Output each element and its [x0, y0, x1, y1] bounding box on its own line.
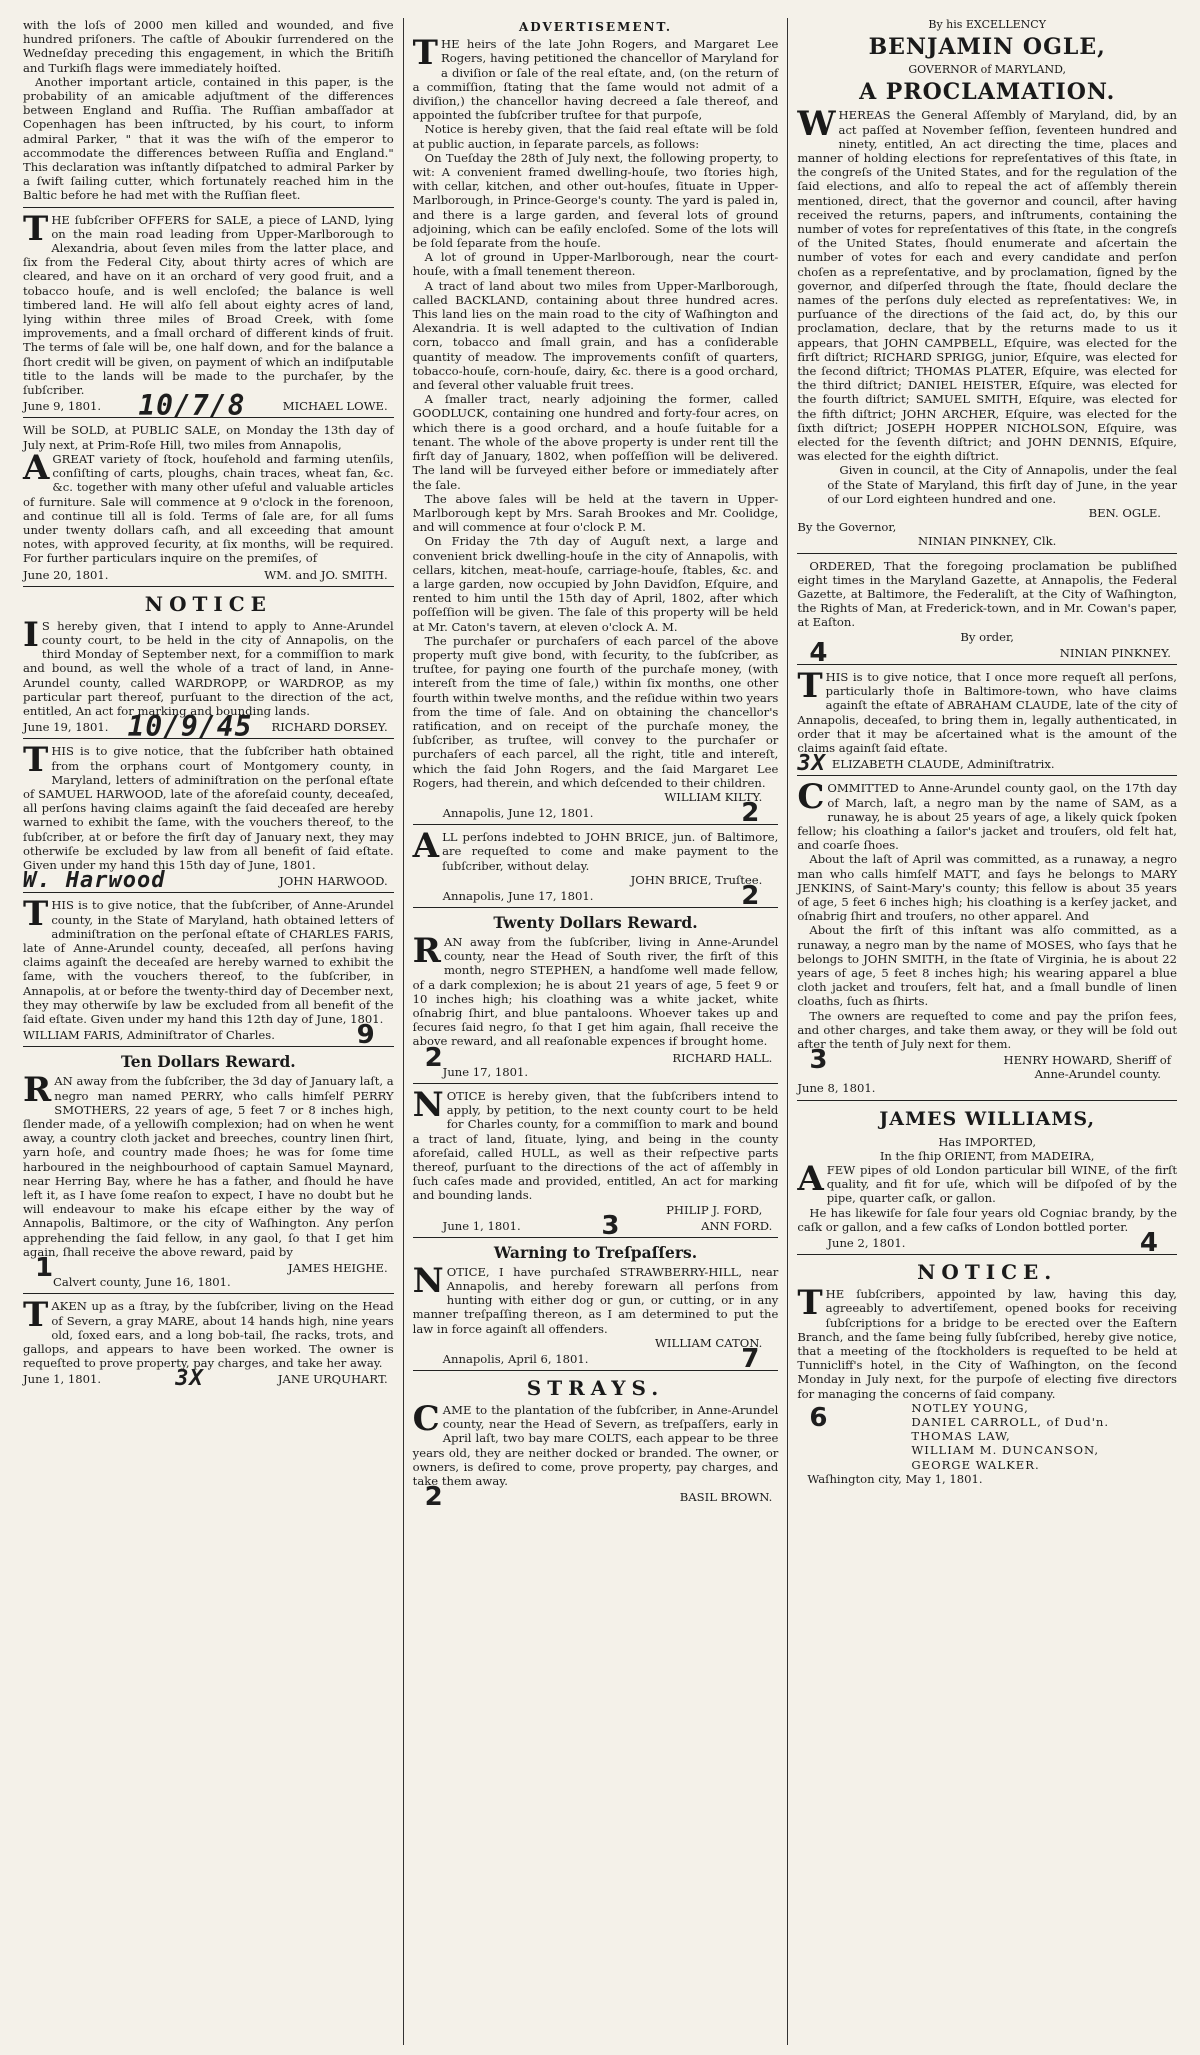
williams-heading: JAMES WILLIAMS,	[879, 1107, 1096, 1130]
handwritten-mark: 2	[741, 880, 761, 911]
committed-text-2: About the laſt of April was committed, as a runaway, a negro man who calls himſelf MATT, and ſays he belongs to MARY JENKINS, of Saint-Mary's county; this fellow is about 35 years of age, 5 feet 6 inches high; his cloathing is a kerſey jacket, and oſnabrig ſhirt and trouſers, no other apparel. And	[797, 852, 1177, 924]
reward-text: RAN away from the ſubſcriber, the 3d day of January laſt, a negro man named PERRY, who calls himſelf PERRY SMOTHERS, 22 years of age, 5 feet 7 or 8 inches high, ſlender made, of a yellowiſh complexion; had on when he went away, a country cloth jacket and breeches, country linen ſhirt, yarn hoſe, and country made ſhoes; he was for ſome time harboured in the neighbourhood of captain Samuel Maynard, near Herring Bay, where he has a father, and ſhould he have left it, as I have ſome reaſon to expect, I have no doubt but he will endeavour to make his eſcape either by the way of Annapolis, Baltimore, or the city of Waſhington. Any perſon apprehending the ſaid fellow, in any gaol, ſo that I get him again, ſhall receive the above reward, paid by	[23, 1070, 394, 1259]
handwritten-mark: 10/9/45	[127, 710, 253, 744]
handwritten-mark: 3	[601, 1210, 621, 1241]
harwood-notice	[23, 740, 394, 894]
warning-signer: WILLIAM CATON.	[655, 1335, 763, 1350]
dorsey-notice-text: IS hereby given, that I intend to apply to Anne-Arundel county court, to be held in the city of Annapolis, on the third Monday of September next, for a commiſſion to mark and bound, as well the whole of a tract of land, in Anne-Arundel county, called WARDROPP, or WARDROP, as my particular part thereof, purſuant to the direction of the act, entitled, An act for marking and bounding lands.	[23, 614, 394, 718]
strays-ad	[412, 1376, 779, 1513]
dorsey-notice	[23, 591, 394, 744]
adv-text-7: The above ſales will be held at the tavern in Upper-Marlborough kept by Mrs. Sarah Brookes and Mr. Coolidge, and will commence at four o'clock P. M.	[412, 491, 779, 535]
williams-footer	[797, 1228, 1177, 1259]
proclamation-text: WHEREAS the General Aſſembly of Maryland, did, by an act paſſed at November ſeſſion, ſeventeen hundred and ninety, entitled, An act directing the time, places and manner of holding elections for repreſentatives of this ſtate, in the congreſs of the United States, and for the regulation of the ſaid elections, and alſo to repeal the act of aſſembly therein mentioned, direct, that the governor and council, after having received the returns, papers, and inſtruments, containing the number of votes for repreſentatives of this ſtate, in the congreſs of the United States, ſhould enumerate and aſcertain the number of votes for each and every candidate and perſon choſen as a repreſentative, and by proclamation, ſigned by the governor, and diſperſed through the ſtate, ſhould declare the names of the perſons duly elected as repreſentatives: We, in purſuance of the directions of the ſaid act, do, by this our proclamation, declare, that by the returns made to us it appears, that JOHN CAMPBELL, Eſquire, was elected for the firſt diſtrict; RICHARD SPRIGG, junior, Eſquire, was elected for the ſecond diſtrict; THOMAS PLATER, Eſquire, was elected for the third diſtrict; DANIEL HEISTER, Eſquire, was elected for the fourth diſtrict; SAMUEL SMITH, Eſquire, was elected for the fifth diſtrict; JOHN ARCHER, Eſquire, was elected for the ſixth diſtrict; JOSEPH HOPPER NICHOLSON, Eſquire, was elected for the ſeventh diſtrict; and JOHN DENNIS, Eſquire, was elected for the eighth diſtrict.	[797, 104, 1177, 464]
reward-heading: Ten Dollars Reward.	[120, 1052, 296, 1072]
adv-text-2: Notice is hereby given, that the ſaid real eſtate will be ſold at public auction, in ſeparate parcels, as follows:	[412, 122, 779, 151]
strays-footer	[413, 1482, 779, 1513]
ordered-text: ORDERED, That the foregoing proclamation be publiſhed eight times in the Maryland Gazette, at Annapolis, the Federal Gazette, at Baltimore, the Federaliſt, at the City of Waſhington, the Rights of Man, at Frederick-town, and in Mr. Cowan's paper, at Eaſton.	[797, 558, 1177, 630]
williams-text-2: He has likewiſe for ſale four years old Cogniac brandy, by the caſk or gallon, and a few caſks of London bottled porter.	[797, 1205, 1177, 1234]
reward-date: Calvert county, June 16, 1801.	[53, 1275, 231, 1290]
dorsey-notice-footer	[23, 710, 394, 744]
brice-footer	[413, 880, 779, 911]
bridge-heading: NOTICE.	[917, 1260, 1058, 1285]
twenty-text: RAN away from the ſubſcriber, living in Anne-Arundel county, near the Head of South river, the firſt of this month, negro STEPHEN, a handſome well made fellow, of a dark complexion; he is about 21 years of age, 5 feet 9 or 10 inches high; his cloathing was a white jacket, white oſnabrig ſhirt, and blue pantaloons. Whoever takes up and ſecures ſaid negro, ſo that I get him again, ſhall receive the above reward, and all reaſonable expences if brought home.	[412, 930, 779, 1049]
brice-signer: JOHN BRICE, Truſtee.	[630, 872, 763, 887]
land-sale-footer	[23, 389, 394, 423]
reward-signer: JAMES HEIGHE.	[288, 1261, 388, 1276]
twenty-signer: RICHARD HALL.	[672, 1050, 773, 1065]
dorsey-notice-date: June 19, 1801.	[23, 720, 109, 735]
public-sale-intro: Will be SOLD, at PUBLIC SALE, on Monday the 13th day of July next, at Prim-Roſe Hill, two miles from Annapolis,	[23, 423, 394, 452]
brice-notice	[412, 826, 779, 911]
public-sale-footer	[23, 566, 394, 582]
handwritten-mark: 3X	[175, 1366, 204, 1392]
governor-title: GOVERNOR of MARYLAND,	[908, 63, 1067, 77]
bridge-signer: WILLIAM M. DUNCANSON,	[911, 1443, 1100, 1458]
handwritten-mark: 3X	[797, 751, 826, 777]
handwritten-mark: 6	[809, 1402, 829, 1433]
warning-date: Annapolis, April 6, 1801.	[442, 1351, 589, 1366]
handwritten-mark: 2	[741, 797, 761, 828]
harwood-signer: JOHN HARWOOD.	[279, 874, 388, 889]
adv-text-4: A lot of ground in Upper-Marlborough, near the court-houſe, with a ſmall tenement thereon.	[412, 250, 779, 279]
committed-signer-2: Anne-Arundel county.	[1034, 1067, 1161, 1082]
adv-signer: WILLIAM KILTY.	[664, 789, 763, 804]
ford-footer	[413, 1210, 779, 1241]
proclamation-clerk: NINIAN PINKNEY, Clk.	[918, 534, 1057, 549]
strays-heading: STRAYS.	[526, 1376, 665, 1401]
public-sale-date: June 20, 1801.	[23, 567, 109, 582]
stray-footer	[23, 1366, 394, 1392]
land-sale-date: June 9, 1801.	[23, 399, 102, 414]
harwood-text: THIS is to give notice, that the ſubſcriber hath obtained from the orphans court of Montgomery county, in Maryland, letters of adminiſtration on the perſonal eſtate of SAMUEL HARWOOD, late of the aforeſaid county, deceaſed, all perſons having claims againſt the ſaid deceaſed are hereby warned to exhibit the ſame, with the vouchers thereof, to the ſubſcriber, at or before the firſt day of January next, they may otherwiſe be excluded by law from all benefit of ſaid eſtate. Given under my hand this 15th day of June, 1801.	[23, 740, 394, 872]
claude-text: THIS is to give notice, that I once more requeſt all perſons, particularly thoſe in Baltimore-town, who have claims againſt the eſtate of ABRAHAM CLAUDE, late of the city of Annapolis, deceaſed, to bring them in, legally authenticated, in order that it may be aſcertained what is the amount of the claims againſt ſaid eſtate.	[797, 665, 1177, 755]
handwritten-mark: 2	[424, 1482, 444, 1513]
strays-signer: BASIL BROWN.	[679, 1490, 773, 1505]
adv-text-8: On Friday the 7th day of Auguſt next, a large and convenient brick dwelling-houſe in the city of Annapolis, with cellars, kitchen, meat-houſe, carriage-houſe, ſtables, &c. and a large garden, now occupied by John Davidſon, Eſquire, and rented to him until the 15th day of April, 1802, after which poſſeſſion will be given. The ſale of this property will be held at Mr. Caton's tavern, at eleven o'clock A. M.	[412, 534, 779, 634]
claude-signer: ELIZABETH CLAUDE, Adminiſtratrix.	[831, 757, 1055, 772]
williams-ship: In the ſhip ORIENT, from MADEIRA,	[879, 1148, 1095, 1163]
bridge-date: Waſhington city, May 1, 1801.	[807, 1471, 983, 1486]
committed-text-4: The owners are requeſted to come and pay the priſon fees, and other charges, and take them away, or they will be ſold out after the tenth of July next for them.	[797, 1008, 1177, 1051]
adv-text-9: The purchaſer or purchaſers of each parcel of the above property muſt give bond, with ſecurity, to the ſubſcriber, as truſtee, for paying one fourth of the purchaſe money, (with intereſt from the time of ſale,) within ſix months, one other fourth within twelve months, and the reſidue within two years from the time of ſale. And on obtaining the chancellor's ratification, and on receipt of the purchaſe money, the ſubſcriber, as truſtee, will convey to the purchaſer or purchaſers of each parcel, all the right, title and intereſt, which the ſaid John Rogers, and the ſaid Margaret Lee Rogers, had therein, and which deſcended to their children.	[412, 633, 779, 790]
faris-signer: WILLIAM FARIS, Adminiſtrator of Charles.	[23, 1028, 275, 1043]
bridge-text: THE ſubſcribers, appointed by law, having this day, agreeably to advertiſement, opened books for receiving ſubſcriptions for a bridge to be erected over the Eaſtern Branch, and the ſame being fully ſubſcribed, hereby give notice, that a meeting of the ſtockholders is requeſted to be held at Tunnicliff's hotel, in the City of Waſhington, on the ſecond Monday in July next, for the purpoſe of electing five directors for managing the concerns of ſaid company.	[797, 1283, 1177, 1401]
proclamation-by: By the Governor,	[797, 520, 897, 535]
stray-signer: JANE URQUHART.	[277, 1372, 388, 1387]
bridge-signer: THOMAS LAW,	[911, 1429, 1011, 1444]
committed-signer-1: HENRY HOWARD, Sheriff of	[1003, 1053, 1171, 1068]
bridge-signer: NOTLEY YOUNG,	[911, 1400, 1029, 1415]
column-3	[788, 18, 1186, 2045]
stephen-reward-ad	[413, 913, 779, 1084]
handwritten-mark: 4	[809, 637, 829, 668]
proclamation-heading: A PROCLAMATION.	[859, 79, 1116, 106]
land-sale-ad	[23, 208, 394, 423]
proclamation-signer: BEN. OGLE.	[1088, 506, 1161, 521]
faris-footer	[23, 1020, 394, 1051]
adv-text-3: On Tueſday the 28th of July next, the following property, to wit: A convenient framed dwelling-houſe, two ſtories high, with cellar, kitchen, and other out-houſes, ſituate in Upper-Marlborough, in Prince-George's county. The yard is paled in, and there is a large garden, and ſeveral lots of ground adjoining, which can be eaſily encloſed. Some of the lots will be ſold ſeparate from the houſe.	[412, 150, 779, 251]
governor-name: BENJAMIN OGLE,	[868, 34, 1106, 61]
ordered-signer: NINIAN PINKNEY.	[1059, 645, 1171, 660]
ordered-footer	[797, 637, 1177, 668]
public-sale-text: AGREAT variety of ſtock, houſehold and farming utenſils, conſiſting of carts, ploughs, chain traces, wheat fan, &c. &c. together with many other uſeful and valuable articles of furniture. Sale will commence at 9 o'clock in the forenoon, and continue till all is ſold. Terms of ſale are, for all ſums under twenty dollars caſh, and all exceeding that amount notes, with approved ſecurity, at ſix months, will be required. For further particulars inquire on the premiſes, of	[23, 447, 394, 566]
faris-notice	[23, 894, 394, 1051]
handwritten-mark: 10/7/8	[138, 389, 246, 423]
ford-date: June 1, 1801.	[442, 1218, 521, 1233]
by-line: By his EXCELLENCY	[928, 18, 1046, 31]
williams-text-1: AFEW pipes of old London particular bill WINE, of the firſt quality, and fit for uſe, which will be diſpoſed of by the pipe, quarter caſk, or gallon.	[797, 1159, 1177, 1206]
warning-text: NOTICE, I have purchaſed STRAWBERRY-HILL, near Annapolis, and hereby forewarn all perſons from hunting with either dog or gun, or cutting, or in any manner treſpaſſing thereon, as I am determined to put the law in force againſt all offenders.	[412, 1260, 779, 1336]
land-sale-text: THE ſubſcriber OFFERS for SALE, a piece of LAND, lying on the main road leading from Upper-Marlborough to Alexandria, about ſeven miles from the latter place, and ſix from the Federal City, about thirty acres of which are cleared, and have on it an orchard of very good fruit, and a tobacco houſe, and is well encloſed; the balance is well timbered land. He will alſo ſell about eighty acres of land, lying within three miles of Broad Creek, with ſome improvements, and a ſmall orchard of different kinds of fruit. The terms of ſale will be, one half down, and for the balance a ſhort credit will be given, on payment of which an indiſputable title to the lands will be made to the purchaſer, by the ſubſcriber.	[23, 208, 394, 398]
bridge-signer: DANIEL CARROLL, of Dud'n.	[911, 1415, 1110, 1430]
proclamation	[797, 18, 1177, 668]
kilty-advertisement	[412, 20, 779, 828]
williams-ad	[797, 1106, 1177, 1259]
advertisement-heading: ADVERTISEMENT.	[518, 20, 673, 34]
warning-footer	[413, 1343, 779, 1374]
handwritten-mark: 7	[741, 1343, 761, 1374]
handwritten-mark: 2	[424, 1042, 444, 1073]
public-sale-ad	[23, 423, 394, 586]
twenty-date: June 17, 1801.	[442, 1064, 529, 1079]
twenty-heading: Twenty Dollars Reward.	[493, 912, 698, 932]
bridge-signers-block	[797, 1401, 1177, 1472]
committed-notice	[797, 777, 1177, 1100]
divider	[797, 553, 1177, 554]
brice-text: ALL perſons indebted to JOHN BRICE, jun. of Baltimore, are requeſted to come and make payment to the ſubſcriber, without delay.	[412, 826, 779, 873]
williams-sub: Has IMPORTED,	[938, 1134, 1037, 1149]
perry-reward-ad	[23, 1052, 394, 1294]
adv-footer	[413, 797, 779, 828]
dorsey-notice-signer: RICHARD DORSEY.	[271, 720, 388, 735]
committed-text-3: About the firſt of this inſtant was alſo committed, as a runaway, a negro man by the name of MOSES, who ſays that he belongs to JOHN SMITH, in the ſtate of Virginia, he is about 22 years of age, 5 feet 8 inches high; his wearing apparel a blue cloth jacket and trouſers, felt hat, and a ſmall bundle of linen cloaths, ſuch as ſhirts.	[797, 923, 1177, 1009]
harwood-footer	[23, 868, 394, 894]
claude-footer	[797, 751, 1177, 777]
adv-text-1: THE heirs of the late John Rogers, and Margaret Lee Rogers, having petitioned the chancellor of Maryland for a diviſion or ſale of the real eſtate, and, (on the return of a commiſſion, ſtating that the ſame would not admit of a diviſion,) the chancellor having decreed a ſale thereof, and appointed the ſubſcriber truſtee for that purpoſe,	[412, 33, 779, 123]
claude-notice	[797, 665, 1177, 777]
notice-heading: NOTICE	[144, 591, 272, 616]
adv-text-6: A ſmaller tract, nearly adjoining the former, called GOODLUCK, containing one hundred and forty-four acres, on which there is a good orchard, and a houſe ſuitable for a tenant. The whole of the above property is under rent till the firſt day of January, 1802, when poſſeſſion will be delivered. The land will be ſurveyed either before or immediately after the ſale.	[412, 392, 779, 492]
committed-text-1: COMMITTED to Anne-Arundel county gaol, on the 17th day of March, laſt, a negro man by the name of SAM, as a runaway, he is about 25 years of age, a likely quick ſpoken fellow; his cloathing a ſailor's jacket and trouſers, old felt hat, and coarſe ſhoes.	[797, 777, 1177, 853]
stray-text: TAKEN up as a ſtray, by the ſubſcriber, living on the Head of Severn, a gray MARE, about 14 hands high, nine years old, ſoxed ears, and a long bob-tail, ſhe racks, trots, and gallops, and appears to have been worked. The owner is requeſted to prove property, pay charges, and take her away.	[23, 1295, 394, 1371]
column-1	[14, 18, 404, 2045]
columns	[14, 18, 1186, 2045]
ford-signer-1: PHILIP J. FORD,	[666, 1202, 763, 1217]
article-text-2: Another important article, contained in this paper, is the probability of an amicable adjuſtment of the differences between England and Ruſſia. The Ruſſian ambaſſador at Copenhagen has been inſtructed, by his court, to inform admiral Parker, " that it was the wiſh of the emperor to accommodate the differences between Ruſſia and England." This declaration was inſtantly diſpatched to admiral Parker by a ſwift ſailing cutter, which fortunately reached him in the Baltic before he had met with the Ruſſian fleet.	[23, 74, 394, 203]
article-text: with the loſs of 2000 men killed and wounded, and five hundred priſoners. The caſtle of Aboukir ſurrendered on the Wedneſday preceding this engagement, in which the Britiſh and Turkiſh flags were immediately hoiſted.	[23, 18, 394, 75]
proclamation-given: Given in council, at the City of Annapolis, under the ſeal of the State of Maryland, this firſt day of June, in the year of our Lord eighteen hundred and one.	[827, 463, 1177, 506]
ford-text: NOTICE is hereby given, that the ſubſcribers intend to apply, by petition, to the next county court to be held for Charles county, for a commiſſion to mark and bound a tract of land, ſituate, lying, and being in the county aforeſaid, called HULL, as well as their reſpective parts thereof, purſuant to the directions of the act of aſſembly in ſuch caſes made and provided, entitled, An act for marking and bounding lands.	[412, 1085, 779, 1203]
stray-date: June 1, 1801.	[23, 1372, 102, 1387]
trespass-warning	[412, 1242, 779, 1374]
ordered-by: By order,	[960, 629, 1014, 644]
adv-date: Annapolis, June 12, 1801.	[442, 805, 594, 820]
williams-date: June 2, 1801.	[827, 1236, 906, 1251]
bridge-notice	[797, 1260, 1177, 1490]
strays-text: CAME to the plantation of the ſubſcriber, in Anne-Arundel county, near the Head of Severn, as treſpaſſers, early in April laſt, two bay mare COLTS, each appear to be three years old, they are neither docked or branded. The owner, or owners, is deſired to come, prove property, pay charges, and take them away.	[412, 1399, 779, 1489]
handwritten-mark: 4	[1139, 1228, 1159, 1259]
handwritten-signature: W. Harwood	[23, 868, 166, 894]
adv-text-5: A tract of land about two miles from Upper-Marlborough, called BACKLAND, containing about three hundred acres. This land lies on the main road to the city of Waſhington and Alexandria. It is well adapted to the cultivation of Indian corn, tobacco and ſmall grain, and has a conſiderable quantity of meadow. The improvements conſiſt of quarters, tobacco-houſe, corn-houſe, dairy, &c. there is a good orchard, and ſeveral other valuable fruit trees.	[412, 278, 779, 393]
ford-signer-2: ANN FORD.	[701, 1218, 773, 1233]
faris-text: THIS is to give notice, that the ſubſcriber, of Anne-Arundel county, in the State of Maryland, hath obtained letters of adminiſtration on the perſonal eſtate of CHARLES FARIS, late of Anne-Arundel county, deceaſed, all perſons having claims againſt the deceaſed are hereby warned to exhibit the ſame, with the vouchers thereof, to the ſubſcriber, in Annapolis, at or before the twenty-third day of December next, they may otherwiſe by law be excluded from all benefit of the ſaid eſtate. Given under my hand this 12th day of June, 1801.	[23, 894, 394, 1026]
public-sale-signer: WM. and JO. SMITH.	[264, 567, 388, 582]
committed-date: June 8, 1801.	[797, 1081, 876, 1096]
bridge-signer: GEORGE WALKER.	[911, 1457, 1040, 1472]
column-2	[404, 18, 789, 2045]
handwritten-mark: 9	[356, 1020, 376, 1051]
warning-heading: Warning to Treſpaſſers.	[493, 1242, 698, 1262]
land-sale-signer: MICHAEL LOWE.	[282, 399, 388, 414]
handwritten-mark: 1	[35, 1253, 55, 1284]
bridge-signers	[911, 1401, 1109, 1472]
ford-notice	[412, 1085, 779, 1241]
stray-mare-ad	[23, 1295, 394, 1392]
brice-date: Annapolis, June 17, 1801.	[442, 888, 594, 903]
handwritten-mark: 3	[809, 1045, 829, 1076]
news-article	[23, 18, 394, 208]
